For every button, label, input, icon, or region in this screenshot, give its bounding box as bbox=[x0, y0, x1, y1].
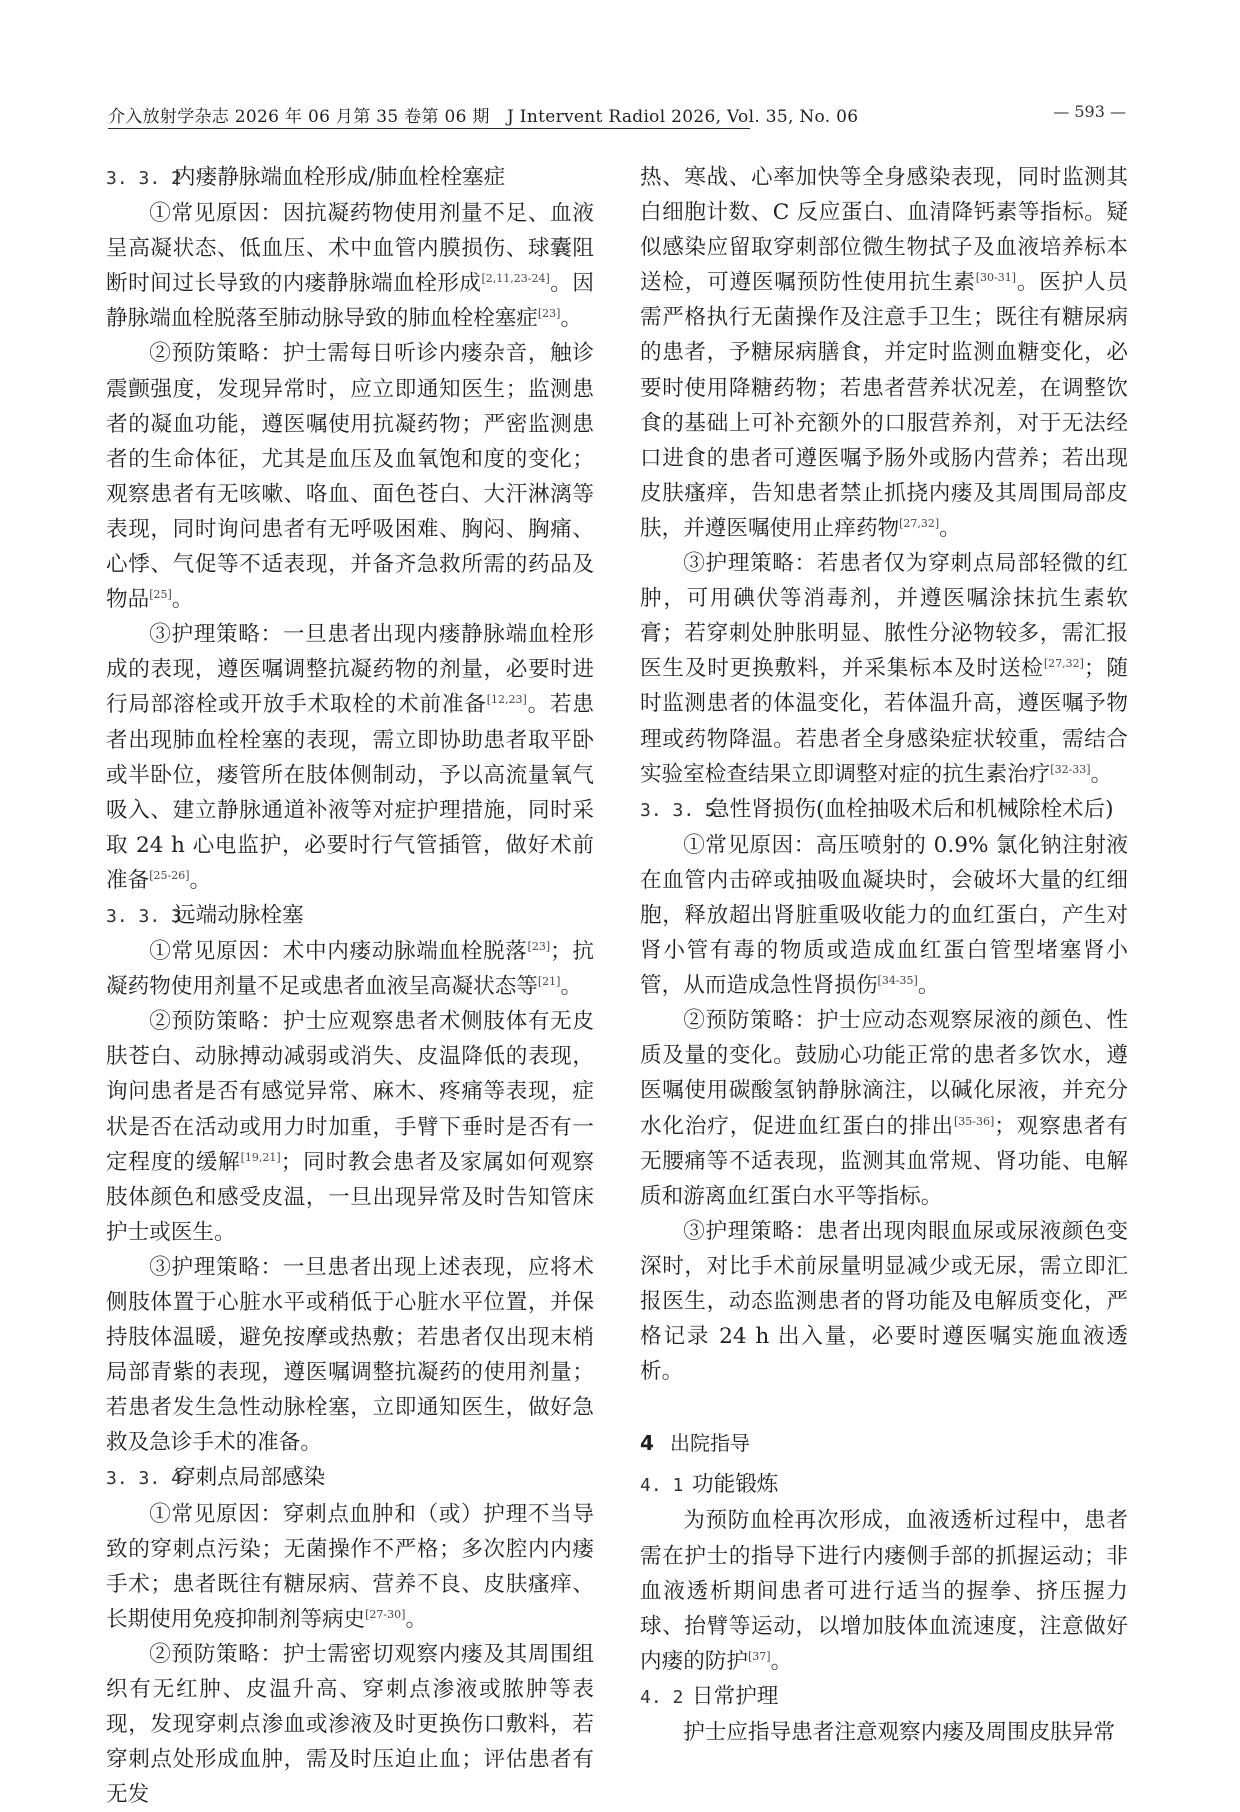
left-column bbox=[106, 160, 594, 1812]
citation: [25-26] bbox=[149, 868, 190, 882]
paragraph-prevention bbox=[640, 1003, 1128, 1214]
paragraph-text: ②预防策略：护士应观察患者术侧肢体有无皮肤苍白、动脉搏动减弱或消失、皮温降低的表现，询问患者是否有感觉异常、麻木、疼痛等表现，症状是否在活动或用力时加重，手臂下垂时是否有一定程度的缓解 bbox=[106, 1009, 594, 1175]
paragraph-text: ；抗凝药物使用剂量不足或患者血液呈高凝状态等 bbox=[106, 939, 594, 1000]
paragraph-text: 。 bbox=[939, 515, 961, 541]
paragraph-text: 。 bbox=[171, 587, 194, 613]
section-title: 穿刺点局部感染 bbox=[174, 1465, 326, 1491]
paragraph-text: 。 bbox=[917, 973, 940, 999]
paragraph-nursing bbox=[106, 617, 594, 898]
paragraph-text: 。若患者出现肺血栓栓塞的表现，需立即协助患者取平卧或半卧位，瘘管所在肢体侧制动，予以高流量氧气吸入、建立静脉通道补液等对症护理措施，同时采取 24 h 心电监护，必要时行气管插管，做好术前准备 bbox=[106, 692, 594, 893]
section-number: 3. 3. 3 bbox=[106, 905, 182, 927]
section-number: 4. 1 bbox=[640, 1475, 684, 1497]
section-title: 远端动脉栓塞 bbox=[174, 902, 304, 928]
paragraph-text: ③护理策略：若患者仅为穿刺点局部轻微的红肿，可用碘伏等消毒剂，并遵医嘱涂抹抗生素软膏；若穿刺处肿胀明显、脓性分泌物较多，需汇报医生及时更换敷料，并采集标本及时送检 bbox=[640, 551, 1128, 682]
paragraph-text: 。 bbox=[770, 1648, 793, 1674]
section-number: 4 bbox=[640, 1431, 654, 1456]
section-heading-3-3-5 bbox=[640, 792, 1128, 828]
paragraph-text: 。 bbox=[560, 974, 583, 1000]
section-title: 日常护理 bbox=[692, 1683, 779, 1709]
section-number: 3. 3. 4 bbox=[106, 1468, 182, 1490]
section-title: 急性肾损伤(血栓抽吸术后和机械除栓术后) bbox=[708, 796, 1114, 822]
paragraph-function-exercise bbox=[640, 1503, 1128, 1678]
citation: [23] bbox=[527, 940, 551, 954]
paragraph-text: ②预防策略：护士需密切观察内瘘及其周围组织有无红肿、皮温升高、穿刺点渗液或脓肿等表现，发现穿刺点渗血或渗液及时更换伤口敷料，若穿刺点处形成血肿，需及时压迫止血；评估患者有无发 bbox=[106, 1641, 594, 1808]
section-heading-4 bbox=[640, 1426, 1128, 1461]
paragraph-text: ①常见原因：穿刺点血肿和（或）护理不当导致的穿刺点污染；无菌操作不严格；多次腔内内瘘手术；患者既往有糖尿病、营养不良、皮肤瘙痒、长期使用免疫抑制剂等病史 bbox=[106, 1501, 594, 1632]
paragraph-text: ①常见原因：高压喷射的 0.9% 氯化钠注射液在血管内击碎或抽吸血凝块时，会破坏大量的红细胞，释放超出肾脏重吸收能力的血红蛋白，产生对肾小管有毒的物质或造成血红蛋白管型堵塞肾小管，从而造成急性肾损伤 bbox=[640, 832, 1128, 999]
citation: [27-30] bbox=[365, 1607, 406, 1621]
section-heading-3-3-2 bbox=[106, 160, 594, 196]
citation: [23] bbox=[537, 307, 561, 321]
header-rule bbox=[108, 128, 750, 129]
paragraph-prevention bbox=[106, 1637, 594, 1812]
section-number: 3. 3. 2 bbox=[106, 168, 182, 189]
section-heading-3-3-3 bbox=[106, 898, 594, 934]
citation: [32-33] bbox=[1050, 762, 1091, 776]
paragraph-continued bbox=[640, 160, 1128, 546]
paragraph-text: 为预防血栓再次形成，血液透析过程中，患者需在护士的指导下进行内瘘侧手部的抓握运动；非血液透析期间患者可进行适当的握拳、挤压握力球、抬臂等运动，以增加肢体血流速度，注意做好内瘘的防护 bbox=[640, 1508, 1128, 1674]
paragraph-common-causes bbox=[640, 828, 1128, 1003]
section-heading-3-3-4 bbox=[106, 1460, 594, 1496]
citation: [19,21] bbox=[240, 1150, 281, 1164]
section-title: 内瘘静脉端血栓形成/肺血栓栓塞症 bbox=[174, 165, 506, 190]
citation: [37] bbox=[747, 1649, 771, 1663]
paragraph-text: ①常见原因：术中内瘘动脉端血栓脱落 bbox=[149, 939, 528, 965]
paragraph-common-causes bbox=[106, 934, 594, 1004]
citation: [30-31] bbox=[975, 271, 1017, 285]
paragraph-text: 护士应指导患者注意观察内瘘及周围皮肤异常 bbox=[683, 1720, 1116, 1746]
citation: [12,23] bbox=[486, 693, 527, 707]
section-number: 4. 2 bbox=[640, 1686, 684, 1708]
citation: [2,11,23-24] bbox=[481, 272, 550, 286]
paragraph-text: ②预防策略：护士需每日听诊内瘘杂音，触诊震颤强度，发现异常时，应立即通知医生；监测患者的凝血功能，遵医嘱使用抗凝药物；严密监测患者的生命体征，尤其是血压及血氧饱和度的变化；观察患者有无咳嗽、咯血、面色苍白、大汗淋漓等表现，同时询问患者有无呼吸困难、胸闷、胸痛、心悸、气促等不适表现，并备齐急救所需的药品及物品 bbox=[106, 341, 594, 613]
page-number: — 593 — bbox=[1053, 102, 1126, 121]
paragraph-text: ②预防策略：护士应动态观察尿液的颜色、性质及量的变化。鼓励心功能正常的患者多饮水，遵医嘱使用碳酸氢钠静脉滴注，以碱化尿液，并充分水化治疗，促进血红蛋白的排出 bbox=[640, 1008, 1128, 1139]
right-column bbox=[640, 160, 1128, 1750]
paragraph-text: 。因静脉端血栓脱落至肺动脉导致的肺血栓栓塞症 bbox=[106, 271, 594, 332]
paragraph-text: 。 bbox=[405, 1606, 428, 1632]
paragraph-nursing bbox=[640, 1214, 1128, 1389]
section-heading-4-2 bbox=[640, 1679, 1128, 1715]
paragraph-text: ③护理策略：患者出现肉眼血尿或尿液颜色变深时，对比手术前尿量明显减少或无尿，需立即汇报医生，动态监测患者的肾功能及电解质变化，严格记录 24 h 出入量，必要时遵医嘱实施血液透析。 bbox=[640, 1218, 1128, 1385]
section-number: 3. 3. 5 bbox=[640, 799, 716, 821]
paragraph-prevention bbox=[106, 1004, 594, 1250]
paragraph-text: 。医护人员需严格执行无菌操作及注意手卫生；既往有糖尿病的患者，予糖尿病膳食，并定时监测血糖变化，必要时使用降糖药物；若患者营养状况差，在调整饮食的基础上可补充额外的口服营养剂，对于无法经口进食的患者可遵医嘱予肠外或肠内营养；若出现皮肤瘙痒，告知患者禁止抓挠内瘘及其周围局部皮肤，并遵医嘱使用止痒药物 bbox=[640, 270, 1128, 541]
section-heading-4-1 bbox=[640, 1467, 1128, 1503]
citation: [27,32] bbox=[1043, 657, 1084, 671]
paragraph-text: ；观察患者有无腰痛等不适表现，监测其血常规、肾功能、电解质和游离血红蛋白水平等指标。 bbox=[640, 1113, 1128, 1209]
paragraph-text: 热、寒战、心率加快等全身感染表现，同时监测其白细胞计数、C 反应蛋白、血清降钙素等指标。疑似感染应留取穿刺部位微生物拭子及血液培养标本送检，可遵医嘱预防性使用抗生素 bbox=[640, 165, 1128, 296]
paragraph-text: ③护理策略：一旦患者出现上述表现，应将术侧肢体置于心脏水平或稍低于心脏水平位置，并保持肢体温暖，避免按摩或热敷；若患者仅出现末梢局部青紫的表现，遵医嘱调整抗凝药的使用剂量；若患者发生急性动脉栓塞，立即通知医生，做好急救及急诊手术的准备。 bbox=[106, 1254, 594, 1456]
citation: [21] bbox=[537, 975, 561, 989]
paragraph-text: 。 bbox=[189, 867, 212, 893]
journal-citation: 介入放射学杂志 2026 年 06 月第 35 卷第 06 期 J Intervent Radiol 2026, Vol. 35, No. 06 bbox=[108, 107, 859, 127]
running-header bbox=[108, 102, 1134, 128]
paragraph-text: 。 bbox=[560, 306, 583, 332]
paragraph-text: ③护理策略：一旦患者出现内瘘静脉端血栓形成的表现，遵医嘱调整抗凝药物的剂量，必要时进行局部溶栓或开放手术取栓的术前准备 bbox=[106, 622, 594, 718]
citation: [27,32] bbox=[899, 516, 940, 530]
paragraph-nursing bbox=[640, 546, 1128, 792]
paragraph-text: ；同时教会患者及家属如何观察肢体颜色和感受皮温，一旦出现异常及时告知管床护士或医生。 bbox=[106, 1149, 594, 1245]
paragraph-text: ①常见原因：因抗凝药物使用剂量不足、血液呈高凝状态、低血压、术中血管内膜损伤、球囊阻断时间过长导致的内瘘静脉端血栓形成 bbox=[106, 201, 594, 297]
paragraph-text: 。 bbox=[1090, 761, 1113, 787]
citation: [35-36] bbox=[953, 1114, 995, 1128]
citation: [34-35] bbox=[877, 974, 918, 988]
section-title: 出院指导 bbox=[670, 1431, 750, 1456]
citation: [25] bbox=[149, 588, 172, 602]
paragraph-daily-care bbox=[640, 1715, 1128, 1750]
paragraph-common-causes bbox=[106, 1497, 594, 1637]
paragraph-prevention bbox=[106, 336, 594, 617]
paragraph-text: ；随时监测患者的体温变化，若体温升高，遵医嘱予物理或药物降温。若患者全身感染症状较重，需结合实验室检查结果立即调整对症的抗生素治疗 bbox=[640, 656, 1128, 787]
section-title: 功能锻炼 bbox=[692, 1472, 779, 1498]
paragraph-nursing bbox=[106, 1250, 594, 1461]
paragraph-common-causes bbox=[106, 196, 594, 336]
